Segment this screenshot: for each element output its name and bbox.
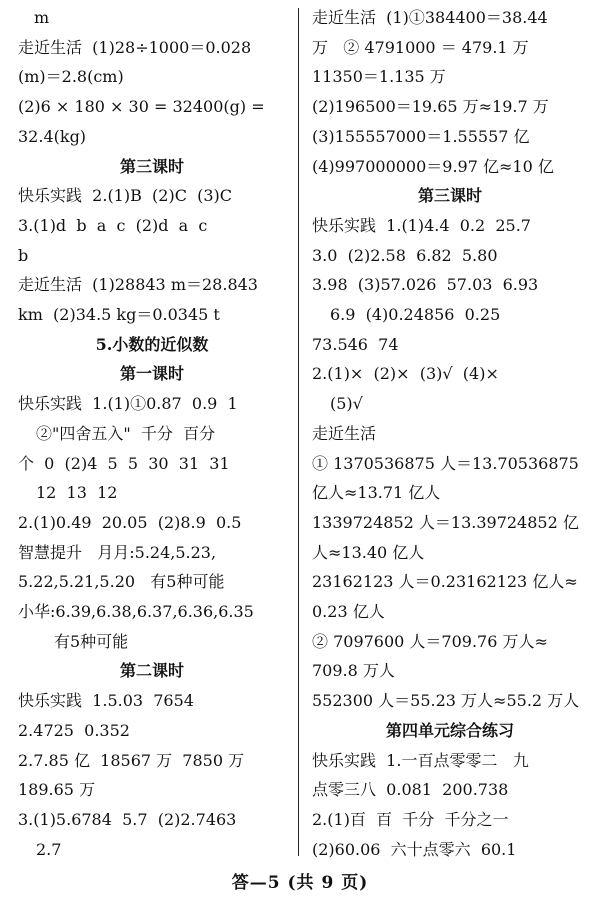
section-heading: 第一课时 <box>119 364 184 384</box>
answer-line: 552300 人＝55.23 万人≈55.2 万人 <box>312 691 580 711</box>
answer-line: m <box>34 8 50 27</box>
answer-line: (2)60.06 六十点零六 60.1 <box>312 839 517 859</box>
section-heading: 第三课时 <box>119 156 184 176</box>
section-heading: 第三课时 <box>417 186 482 206</box>
section-heading: 第四单元综合练习 <box>385 720 514 740</box>
answer-line: 11350＝1.135 万 <box>312 67 446 87</box>
answer-line: 709.8 万人 <box>312 661 395 681</box>
answer-line: (4)997000000＝9.97 亿≈10 亿 <box>312 156 554 176</box>
answer-line: 23162123 人＝0.23162123 亿人≈ <box>312 572 578 592</box>
answer-line: 个 0 (2)4 5 5 30 31 31 <box>18 453 230 473</box>
answer-line: 73.546 74 <box>312 334 399 354</box>
section-heading: 5.小数的近似数 <box>95 334 209 354</box>
answer-line: km (2)34.5 kg＝0.0345 t <box>18 305 220 324</box>
answer-line: 2.4725 0.352 <box>18 720 130 740</box>
answer-line: 快乐实践 1.5.03 7654 <box>18 691 194 711</box>
answer-line: b <box>18 245 29 265</box>
answer-line: 小华:6.39,6.38,6.37,6.36,6.35 <box>18 602 254 621</box>
answer-line: ② 7097600 人＝709.76 万人≈ <box>312 631 548 651</box>
answer-line: 快乐实践 1.(1)①0.87 0.9 1 <box>18 394 238 414</box>
answer-line: 走近生活 (1)28843 m＝28.843 <box>18 275 258 295</box>
answer-line: 3.98 (3)57.026 57.03 6.93 <box>312 275 539 295</box>
answer-line: 快乐实践 2.(1)B (2)C (3)C <box>18 186 233 206</box>
answer-line: (3)155557000＝1.55557 亿 <box>312 126 530 146</box>
answer-line: 5.22,5.21,5.20 有5种可能 <box>18 572 225 592</box>
answer-line: 有5种可能 <box>54 631 129 651</box>
answer-line: ① 1370536875 人＝13.70536875 <box>312 453 579 473</box>
column-divider <box>298 8 299 856</box>
answer-line: 0.23 亿人 <box>312 602 385 621</box>
answer-line: 智慧提升 月月:5.24,5.23, <box>18 542 217 562</box>
answer-line: 3.(1)5.6784 5.7 (2)2.7463 <box>18 809 237 829</box>
answer-line: 万 ② 4791000 ＝ 479.1 万 <box>312 37 529 57</box>
answer-line: (2)6 × 180 × 30 = 32400(g) = <box>18 97 265 117</box>
answer-line: 快乐实践 1.(1)4.4 0.2 25.7 <box>312 215 531 235</box>
answer-line: 亿人≈13.71 亿人 <box>312 483 441 503</box>
answer-line: 2.7 <box>36 839 62 859</box>
answer-line: 32.4(kg) <box>18 126 87 146</box>
answer-line: (m)＝2.8(cm) <box>18 67 124 87</box>
answer-line: 人≈13.40 亿人 <box>312 542 425 562</box>
answer-line: 走近生活 (1)28÷1000＝0.028 <box>18 37 252 57</box>
answer-line: ②"四舍五入" 千分 百分 <box>36 423 216 443</box>
answer-line: 2.(1)0.49 20.05 (2)8.9 0.5 <box>18 512 242 532</box>
answer-line: 12 13 12 <box>36 483 118 503</box>
answer-line: 点零三八 0.081 200.738 <box>312 780 509 800</box>
answer-line: 2.(1)× (2)× (3)√ (4)× <box>312 364 499 384</box>
answer-line: 6.9 (4)0.24856 0.25 <box>330 305 501 324</box>
answer-line: 2.(1)百 百 千分 千分之一 <box>312 809 509 829</box>
answer-line: 3.(1)d b a c (2)d a c <box>18 215 208 235</box>
answer-line: 2.7.85 亿 18567 万 7850 万 <box>18 750 245 770</box>
answer-line: (5)√ <box>330 394 363 414</box>
page-footer: 答—5 (共 9 页) <box>231 873 369 893</box>
answer-line: 1339724852 人＝13.39724852 亿 <box>312 512 579 532</box>
section-heading: 第二课时 <box>119 661 184 681</box>
answer-line: 快乐实践 1.一百点零零二 九 <box>312 750 529 770</box>
answer-line: 3.0 (2)2.58 6.82 5.80 <box>312 245 498 265</box>
answer-line: 189.65 万 <box>18 780 96 800</box>
answer-line: (2)196500＝19.65 万≈19.7 万 <box>312 97 549 117</box>
answer-line: 走近生活 (1)①384400＝38.44 <box>312 8 548 27</box>
answer-line: 走近生活 <box>312 423 377 443</box>
